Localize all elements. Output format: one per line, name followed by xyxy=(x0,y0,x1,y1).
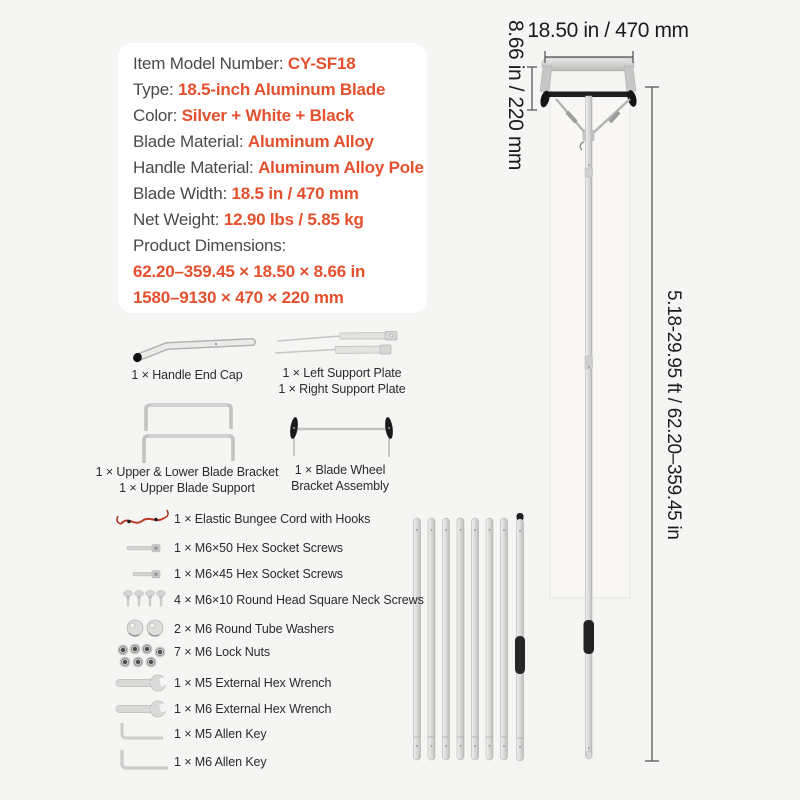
spec-label: Net Weight: xyxy=(133,210,224,229)
bungee-cord-icon xyxy=(117,510,168,524)
length-dimension-line xyxy=(645,87,659,761)
spec-value: Aluminum Alloy Pole xyxy=(258,158,424,177)
hardware-label-washers: 2 × M6 Round Tube Washers xyxy=(174,622,334,636)
spec-label: Type: xyxy=(133,80,179,99)
tube-washers-icon xyxy=(127,620,163,636)
support-plates-caption-line1: 1 × Left Support Plate xyxy=(282,366,402,380)
hardware-label-bungee: 1 × Elastic Bungee Cord with Hooks xyxy=(174,512,371,526)
grip-pole-section xyxy=(515,513,525,761)
hardware-label-m6x50: 1 × M6×50 Hex Socket Screws xyxy=(174,541,343,555)
spec-label: Color: xyxy=(133,106,182,125)
spec-label: Product Dimensions: xyxy=(133,236,287,255)
spec-value: 18.5-inch Aluminum Blade xyxy=(178,80,386,99)
square-neck-screws-icon xyxy=(124,591,166,607)
blade-brackets-image xyxy=(144,405,233,463)
hex-wrench-m5-icon xyxy=(116,675,173,691)
spec-value: Silver + White + Black xyxy=(181,106,354,125)
support-plates-caption-line2: 1 × Right Support Plate xyxy=(278,382,406,396)
handle-pole xyxy=(586,96,593,756)
spec-label: Handle Material: xyxy=(133,158,259,177)
pole-grip xyxy=(584,620,595,654)
hardware-label-m5-allen: 1 × M5 Allen Key xyxy=(174,727,267,741)
wheel-bracket-caption xyxy=(265,462,415,494)
handle-end-cap-image xyxy=(132,342,252,363)
support-plates-caption xyxy=(267,365,417,397)
wheel-bracket-caption-line2: Bracket Assembly xyxy=(291,479,389,493)
hardware-label-m6x10: 4 × M6×10 Round Head Square Neck Screws xyxy=(174,593,424,607)
blade-left-plate xyxy=(540,66,552,94)
length-dimension-label: 5.18-29.95 ft / 62.20–359.45 in xyxy=(663,290,684,540)
blade-brackets-caption xyxy=(85,464,289,496)
spec-value: 1580–9130 × 470 × 220 mm xyxy=(133,288,344,307)
spec-value: CY-SF18 xyxy=(287,54,356,73)
support-plates-image xyxy=(275,332,397,355)
allen-key-m5-icon xyxy=(122,723,163,738)
lock-nuts-icon xyxy=(118,644,165,667)
blade-top-tube xyxy=(542,58,634,71)
handle-end-cap-caption: 1 × Handle End Cap xyxy=(131,368,243,382)
hardware-label-m6x45: 1 × M6×45 Hex Socket Screws xyxy=(174,567,343,581)
hardware-label-lock-nuts: 7 × M6 Lock Nuts xyxy=(174,645,271,659)
blade-brackets-caption-line2: 1 × Upper Blade Support xyxy=(119,481,255,495)
hex-socket-screw-short-icon xyxy=(133,571,160,578)
wheel-bracket-image xyxy=(289,417,394,457)
blade-right-plate xyxy=(624,66,636,94)
depth-dimension-label: 8.66 in / 220 mm xyxy=(504,20,527,171)
hex-wrench-m6-icon xyxy=(116,701,173,717)
spec-value: 18.5 in / 470 mm xyxy=(231,184,359,203)
wheel-bracket-caption-line1: 1 × Blade Wheel xyxy=(294,463,386,477)
allen-key-m6-icon xyxy=(122,750,168,768)
pole-sections-image xyxy=(414,513,526,761)
spec-label: Blade Material: xyxy=(133,132,248,151)
hardware-label-m6-allen: 1 × M6 Allen Key xyxy=(174,755,267,769)
spec-value: Aluminum Alloy xyxy=(247,132,374,151)
hardware-label-m5-wrench: 1 × M5 External Hex Wrench xyxy=(174,676,332,690)
pole-end-cap xyxy=(586,751,593,759)
spec-label: Item Model Number: xyxy=(133,54,288,73)
width-dimension-label: 18.50 in / 470 mm xyxy=(527,19,689,42)
spec-value: 12.90 lbs / 5.85 kg xyxy=(223,210,364,229)
spec-value: 62.20–359.45 × 18.50 × 8.66 in xyxy=(133,262,366,281)
depth-dimension-line xyxy=(527,67,537,110)
hex-socket-screw-long-icon xyxy=(127,545,160,552)
snow-rake-image xyxy=(539,58,638,759)
blade-brackets-caption-line1: 1 × Upper & Lower Blade Bracket xyxy=(95,465,279,479)
spec-label: Blade Width: xyxy=(133,184,232,203)
hardware-label-m6-wrench: 1 × M6 External Hex Wrench xyxy=(174,702,332,716)
